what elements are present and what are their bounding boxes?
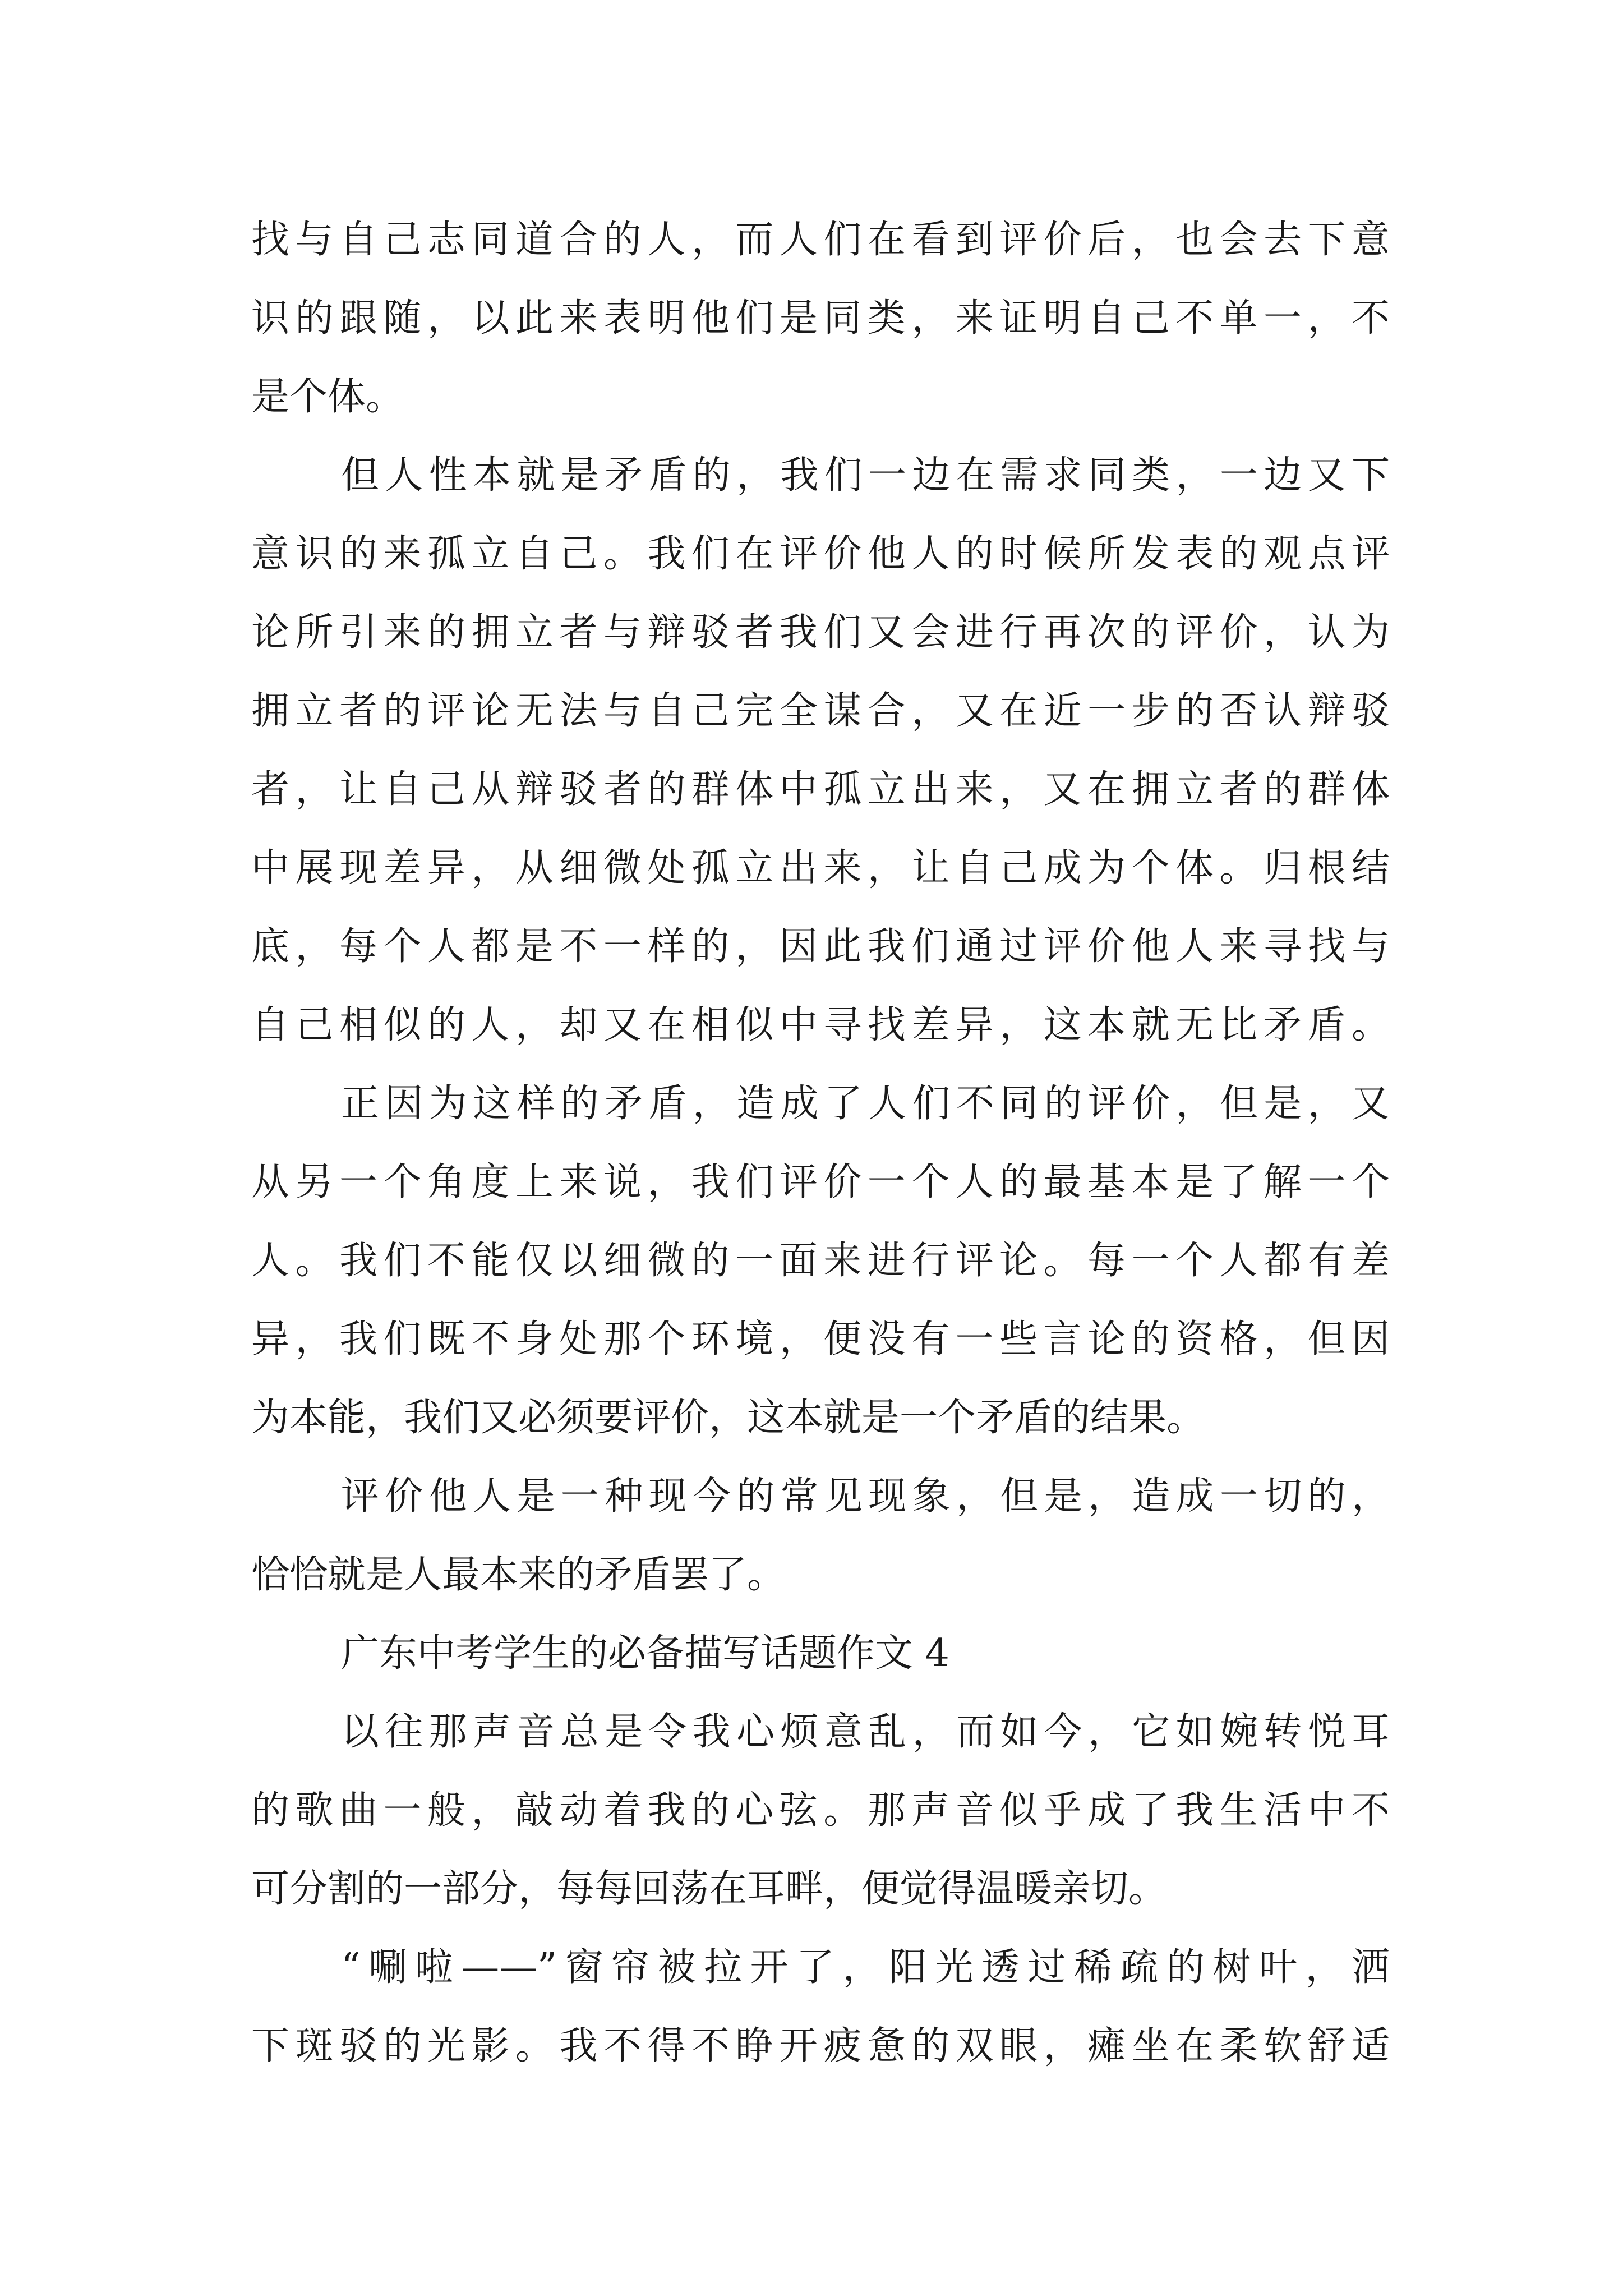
text-line: 找与自己志同道合的人，而人们在看到评价后，也会去下意 xyxy=(251,218,1390,262)
text-line: 底，每个人都是不一样的，因此我们通过评价他人来寻找与 xyxy=(251,924,1390,969)
text-line: 论所引来的拥立者与辩驳者我们又会进行再次的评价，认为 xyxy=(251,610,1390,655)
text-line: 拥立者的评论无法与自己完全谋合，又在近一步的否认辩驳 xyxy=(251,689,1390,733)
text-line: 但人性本就是矛盾的，我们一边在需求同类，一边又下 xyxy=(341,453,1390,498)
text-line: 中展现差异，从细微处孤立出来，让自己成为个体。归根结 xyxy=(251,846,1390,890)
text-line: 者，让自己从辩驳者的群体中孤立出来，又在拥立者的群体 xyxy=(251,767,1390,812)
text-line: 的歌曲一般，敲动着我的心弦。那声音似乎成了我生活中不 xyxy=(251,1788,1390,1833)
text-line: 正因为这样的矛盾，造成了人们不同的评价，但是，又 xyxy=(341,1082,1390,1126)
text-line: 评价他人是一种现今的常见现象，但是，造成一切的， xyxy=(341,1474,1390,1519)
text-line: 意识的来孤立自己。我们在评价他人的时候所发表的观点评 xyxy=(251,532,1390,576)
text-line: 为本能，我们又必须要评价，这本就是一个矛盾的结果。 xyxy=(251,1396,1205,1440)
text-line: 是个体。 xyxy=(251,375,404,419)
text-line: 从另一个角度上来说，我们评价一个人的最基本是了解一个 xyxy=(251,1160,1390,1204)
text-line: 以往那声音总是令我心烦意乱，而如今，它如婉转悦耳 xyxy=(341,1710,1390,1754)
text-line: 识的跟随，以此来表明他们是同类，来证明自己不单一，不 xyxy=(251,296,1390,341)
document-body xyxy=(251,201,1390,2086)
text-line: 下斑驳的光影。我不得不睁开疲惫的双眼，瘫坐在柔软舒适 xyxy=(251,2024,1390,2068)
text-line: 可分割的一部分，每每回荡在耳畔，便觉得温暖亲切。 xyxy=(251,1867,1167,1911)
text-line: 恰恰就是人最本来的矛盾罢了。 xyxy=(251,1553,786,1597)
text-line: 自己相似的人，却又在相似中寻找差异，这本就无比矛盾。 xyxy=(251,1003,1390,1047)
section-heading: 广东中考学生的必备描写话题作文 4 xyxy=(341,1631,949,1676)
text-line: 异，我们既不身处那个环境，便没有一些言论的资格，但因 xyxy=(251,1317,1390,1361)
text-line: 人。我们不能仅以细微的一面来进行评论。每一个人都有差 xyxy=(251,1239,1390,1283)
text-line: “唰啦——”窗帘被拉开了，阳光透过稀疏的树叶，洒 xyxy=(341,1945,1390,1990)
